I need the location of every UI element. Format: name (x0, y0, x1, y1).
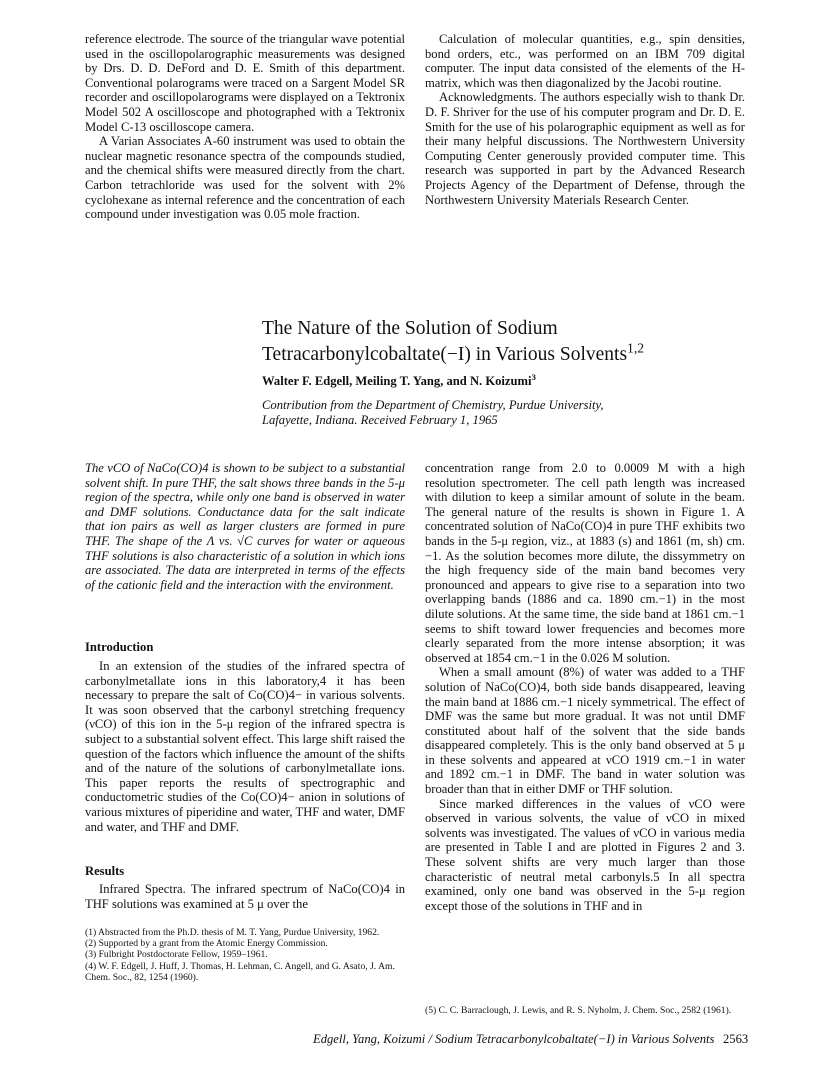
page-number: 2563 (723, 1032, 749, 1046)
top-right-column (425, 32, 745, 207)
section-heading-results: Results (85, 864, 125, 878)
introduction-section (85, 659, 405, 834)
footnotes-left (85, 927, 405, 983)
footnote-right: (5) C. C. Barraclough, J. Lewis, and R. S. Nyholm, J. Chem. Soc., 2582 (1961). (425, 1005, 732, 1016)
abstract-text: The νCO of NaCo(CO)4 is shown to be subject to a substantial solvent shift. In pure THF, the salt shows three bands in the 5-μ region of the spectra, while only one band is observed in water and DMF solutions. Conductance data for the salt indicate that ion pairs as well as larger clusters are formed in pure THF. The shape of the Λ vs. √C curves for water or aqueous THF solutions is also characteristic of a solution in which ions are associated. The data are interpreted in terms of the effects of the cationic field and the interaction with the environment. (85, 461, 405, 592)
top-left-column (85, 32, 405, 222)
footnote: (2) Supported by a grant from the Atomic Energy Commission. (85, 938, 328, 950)
acknowledgments-paragraph: Acknowledgments. The authors especially wish to thank Dr. D. F. Shriver for the use of his computer program and Dr. D. E. Smith for the use of his polarographic equipment as well as for their many helpful discussions. The Northwestern University Computing Center generously provided computer time. This research was supported in part by the Advanced Research Projects Agency of the Department of Defense, through the Northwestern University Materials Research Center. (425, 90, 745, 207)
results-section (85, 882, 405, 911)
title-line-1: The Nature of the Solution of Sodium (262, 318, 558, 339)
paragraph: Calculation of molecular quantities, e.g., spin densities, bond orders, etc., was performed on an IBM 709 digital computer. The input data consisted of the elements of the H-matrix, which was then diagonalized by the Jacobi routine. (425, 32, 745, 90)
title-footnote-marker: 1,2 (627, 340, 645, 356)
affiliation-line-1: Contribution from the Department of Chemistry, Purdue University, (262, 398, 604, 412)
footnote: (1) Abstracted from the Ph.D. thesis of M. T. Yang, Purdue University, 1962. (85, 927, 380, 938)
paragraph: Infrared Spectra. The infrared spectrum of NaCo(CO)4 in THF solutions was examined at 5 μ over the (85, 882, 405, 911)
author-names: Walter F. Edgell, Meiling T. Yang, and N. Koizumi (262, 374, 532, 388)
paragraph: A Varian Associates A-60 instrument was used to obtain the nuclear magnetic resonance spectra of the compounds studied, and the chemical shifts were measured directly from the chart. Carbon tetrachloride was used for the solvent with 2% cyclohexane as internal reference and the concentration of each compound under investigation was 0.05 mole fraction. (85, 134, 405, 222)
paragraph: In an extension of the studies of the infrared spectra of carbonylmetallate ions in this laboratory,4 it has been necessary to prepare the salt of Co(CO)4− in various solvents. It was soon observed that the carbonyl stretching frequency (νCO) of this ion in the 5-μ region of the infrared spectra is subject to a substantial solvent effect. This large shift raised the question of the factors which influence the amount of the shifts and of the nature of the solutions of carbonylmetallate ions. This paper reports the results of spectrographic and conductometric studies of the Co(CO)4− anion in solutions of various mixtures of piperidine and water, THF and water, DMF and water, and THF and DMF. (85, 659, 405, 834)
title-line-2-text: Tetracarbonylcobaltate(−I) in Various Solvents (262, 344, 628, 365)
paragraph: reference electrode. The source of the triangular wave potential used in the oscillopolarographic measurements was designed by Drs. D. D. DeFord and D. E. Smith of this department. Conventional polarograms were traced on a Sargent Model SR recorder and oscillopolarograms were displayed on a Tektronix Model 502 A oscilloscope and photographed with a Tektronix Model C-13 oscilloscope camera. (85, 32, 405, 134)
paragraph: concentration range from 2.0 to 0.0009 M with a high resolution spectrometer. The cell path length was increased with dilution to keep a similar amount of solute in the beam. The general nature of the results is shown in Figure 1. A concentrated solution of NaCo(CO)4 in pure THF exhibits two bands in the 5-μ region, viz., at 1883 (s) and 1861 (m, sh) cm.−1. As the solution becomes more dilute, the dissymmetry on the high frequency side of the main band becomes very pronounced and appears to give rise to a separation into two overlapping bands (1886 and ca. 1890 cm.−1) in the most dilute solutions. At the same time, the side band at 1861 cm.−1 seems to shift toward lower frequencies and becomes more clearly separated from the more intense absorption; it was observed at 1854 cm.−1 in the 0.026 M solution. (425, 461, 745, 665)
article-title (262, 316, 762, 368)
affiliation (262, 398, 762, 427)
footnote: (4) W. F. Edgell, J. Huff, J. Thomas, H. Lehman, C. Angell, and G. Asato, J. Am. Chem. Soc., 82, 1254 (1960). (85, 960, 395, 983)
paragraph: Since marked differences in the values of νCO were observed in various solvents, the value of νCO in mixed solvents was investigated. The values of νCO in various media are presented in Table I and are plotted in Figures 2 and 3. These solvent shifts are very much larger than those characteristic of neutral metal carbonyls.5 In all spectra examined, only one band was observed in the 5-μ region except those of the solutions in THF and in (425, 796, 745, 913)
right-body-column (425, 461, 745, 913)
author-footnote-marker: 3 (531, 371, 536, 382)
authors (262, 371, 536, 389)
paragraph: When a small amount (8%) of water was added to a THF solution of NaCo(CO)4, both side bands disappeared, leaving the main band at 1886 cm.−1 nicely symmetrical. The effect of DMF was the same but more gradual. It was not until DMF constituted about half of the solvent that the side bands disappeared completely. This is the only band observed at 5 μ in these solvents and appeared at νCO 1919 cm.−1 in water and 1892 cm.−1 in DMF. The band in water solution was broader than that in either DMF or THF solution. (425, 665, 745, 797)
title-line-2 (262, 342, 762, 368)
footnote: (3) Fulbright Postdoctorate Fellow, 1959–1961. (85, 949, 268, 961)
section-heading-introduction: Introduction (85, 640, 154, 654)
running-footer: Edgell, Yang, Koizumi / Sodium Tetracarbonylcobaltate(−I) in Various Solvents (313, 1032, 715, 1046)
abstract (85, 461, 405, 592)
affiliation-line-2: Lafayette, Indiana. Received February 1, 1965 (262, 412, 498, 427)
